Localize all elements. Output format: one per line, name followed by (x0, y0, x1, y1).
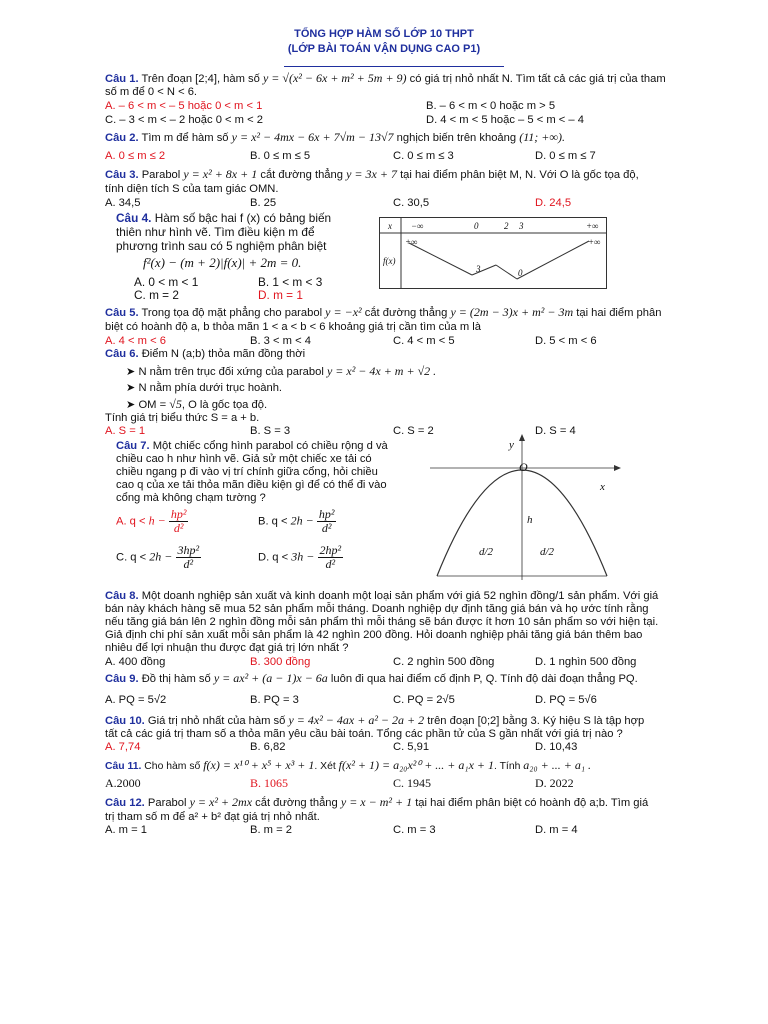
denominator: d² (321, 521, 332, 535)
arrow-bullet-icon: ➤ (126, 399, 136, 411)
numerator: hp² (170, 507, 187, 521)
page-subtitle: (LỚP BÀI TOÁN VẬN DỤNG CAO P1) (287, 43, 481, 55)
option-d (258, 544, 343, 571)
question-text: . Tính (494, 761, 521, 772)
formula: y = x² + 2mx (189, 795, 253, 809)
option-label: A. q < (116, 515, 146, 528)
formula: f²(x) − (m + 2)|f(x)| + 2m = 0. (143, 255, 302, 270)
table-x-value: −∞ (411, 221, 424, 231)
question-text: Trong tọa độ mặt phẳng cho parabol (141, 307, 323, 319)
y-axis-arrow-icon (519, 434, 525, 441)
formula: f(x² + 1) = a₂₀x²⁰ + ... + a₁x + 1 (338, 758, 494, 772)
option-a: A. S = 1 (105, 425, 146, 437)
option-a: A. 4 < m < 6 (105, 335, 166, 347)
option-c: C. m = 2 (134, 288, 179, 302)
half-width-label: d/2 (540, 546, 555, 558)
question-text: Parabol (141, 169, 181, 181)
question-7-line-5: cổng mà không chạm tường ? (116, 492, 266, 504)
formula: y = ax² + (a − 1)x − 6a (213, 671, 328, 685)
question-7-line-4: cao q của xe tải thỏa mãn điều kiện gì để có thể đi vào (116, 479, 387, 491)
table-x-value: 2 (504, 221, 509, 231)
option-b: B. 0 ≤ m ≤ 5 (250, 150, 311, 162)
option-a: A. 0 < m < 1 (134, 275, 199, 289)
question-text: luôn đi qua hai điểm cố định P, Q. Tính độ dài đoạn thẳng PQ. (330, 673, 638, 685)
question-8-line-5: nhiêu để lợi nhuận thu được đạt giá trị lớn nhất ? (105, 642, 349, 654)
fraction (176, 544, 202, 571)
option-b: B. 3 < m < 4 (250, 335, 311, 347)
option-a: A. – 6 < m < – 5 hoặc 0 < m < 1 (105, 100, 263, 112)
option-b: B. m = 2 (250, 824, 292, 836)
denominator: d² (183, 557, 194, 571)
option-c: C. S = 2 (393, 425, 434, 437)
option-b: B. PQ = 3 (250, 694, 299, 706)
formula: 2h − (290, 513, 314, 528)
title-divider (284, 66, 504, 67)
table-value: +∞ (405, 237, 418, 247)
formula: (11; +∞). (519, 130, 565, 144)
option-b: B. 1 < m < 3 (258, 275, 323, 289)
question-9 (105, 672, 638, 686)
bullet-item (126, 364, 436, 379)
question-label: Câu 8. (105, 590, 139, 602)
question-4-line-3: phương trình sau có 5 nghiệm phân biệt (116, 239, 327, 253)
option-a: A. 0 ≤ m ≤ 2 (105, 150, 166, 162)
option-d: D. m = 1 (258, 288, 303, 302)
half-width-label: d/2 (479, 546, 494, 558)
question-8-line-3: nếu tăng giá bán lên 2 nghìn đồng mỗi sản phẩm thì mỗi tháng sẽ bán được ít hơn 10 sản phẩm so với hiện tại. (105, 616, 659, 628)
numerator: 2hp² (319, 543, 342, 557)
option-label: B. q < (258, 515, 288, 528)
option-a: A. m = 1 (105, 824, 147, 836)
option-c: C. 5,91 (393, 741, 430, 753)
option-d: D. S = 4 (535, 425, 576, 437)
question-label: Câu 6. (105, 348, 139, 360)
question-11 (105, 759, 591, 773)
table-x-value: 3 (519, 221, 524, 231)
question-text: cắt đường thẳng (260, 169, 343, 181)
x-label: x (600, 481, 605, 493)
question-3 (105, 168, 639, 182)
question-text: . Xét (314, 761, 336, 772)
formula: y = x² + 8x + 1 (183, 167, 258, 181)
x-axis-arrow-icon (614, 465, 621, 471)
question-text: Điểm N (a;b) thỏa mãn đồng thời (141, 348, 306, 360)
formula: y = 4x² − 4ax + a² − 2a + 2 (288, 713, 425, 727)
question-5 (105, 306, 661, 320)
option-a: A. 7,74 (105, 741, 141, 753)
height-label: h (527, 514, 533, 526)
option-c: C. 30,5 (393, 197, 430, 209)
question-label: Câu 12. (105, 797, 145, 809)
option-d: D. 5 < m < 6 (535, 335, 597, 347)
question-1-line-2: số m để 0 < N < 6. (105, 86, 198, 98)
bullet-item (126, 381, 282, 394)
question-text: Cho hàm số (144, 761, 201, 772)
table-x-value: 0 (474, 221, 479, 231)
question-text: cắt đường thẳng (255, 797, 338, 809)
option-d: D. 1 nghìn 500 đồng (535, 656, 637, 668)
fraction (317, 508, 337, 535)
formula: 2h − (149, 549, 173, 564)
question-1 (105, 72, 666, 86)
table-x-value: +∞ (586, 221, 599, 231)
arrow-bullet-icon: ➤ (126, 366, 136, 378)
question-text: Parabol (147, 797, 187, 809)
option-b (258, 508, 336, 535)
option-c: C. 4 < m < 5 (393, 335, 455, 347)
option-d: D. m = 4 (535, 824, 578, 836)
option-d: D. 4 < m < 5 hoặc – 5 < m < – 4 (426, 114, 584, 126)
question-text: tại hai điểm phân (576, 307, 662, 319)
question-label: Câu 3. (105, 169, 139, 181)
option-c: C. PQ = 2√5 (393, 694, 455, 706)
formula: y = √(x² − 6x + m² + 5m + 9) (262, 71, 407, 85)
option-d: D. 0 ≤ m ≤ 7 (535, 150, 596, 162)
question-text: tại hai điểm phân biệt có hoành độ a;b. Tìm giá (415, 797, 649, 809)
fraction (318, 544, 344, 571)
option-d: D. 2022 (535, 776, 574, 790)
option-b: B. 25 (250, 197, 277, 209)
option-a: A.2000 (105, 776, 141, 790)
question-6 (105, 348, 305, 361)
table-value: 3 (476, 264, 481, 274)
option-c: C. – 3 < m < – 2 hoặc 0 < m < 2 (105, 114, 263, 126)
formula: a₂₀ + ... + a₁ . (523, 758, 591, 772)
numerator: hp² (318, 507, 335, 521)
question-6-line-2: Tính giá trị biểu thức S = a + b. (105, 412, 260, 424)
question-label: Câu 2. (105, 132, 139, 144)
question-label: Câu 11. (105, 761, 142, 772)
numerator: 3hp² (177, 543, 200, 557)
option-label: C. q < (116, 551, 147, 564)
question-text: Tìm m để hàm số (141, 132, 229, 144)
question-text: Một chiếc cổng hình parabol có chiều rộng d và (152, 440, 388, 452)
formula: y = 3x + 7 (346, 167, 397, 181)
bullet-text: N nằm trên trục đối xứng của parabol (138, 366, 324, 378)
formula: y = −x² (325, 305, 362, 319)
option-a: A. 34,5 (105, 197, 141, 209)
question-7 (116, 440, 388, 453)
question-label: Câu 4. (116, 211, 152, 225)
question-12 (105, 796, 648, 810)
option-c: C. 2 nghìn 500 đồng (393, 656, 495, 668)
question-7-line-3: chiều ngang p đi vào vị trí chính giữa cổng, hỏi chiều (116, 466, 378, 478)
option-b: B. S = 3 (250, 425, 291, 437)
question-10-line-2: tất cả các giá trị tham số a thỏa mãn yêu cầu bài toán. Tổng các phần tử của S gần nhất với giá trị nào ? (105, 728, 623, 740)
y-label: y (509, 439, 514, 451)
arrow-down-mid (496, 265, 517, 279)
question-4 (116, 212, 331, 225)
origin-label: O (519, 460, 528, 474)
formula: h − (148, 513, 166, 528)
table-x-label: x (388, 221, 392, 231)
question-text: Giá trị nhỏ nhất của hàm số (147, 715, 286, 727)
option-c: C. m = 3 (393, 824, 436, 836)
question-label: Câu 7. (116, 440, 150, 452)
question-text: tại hai điểm phân biệt M, N. Với O là gốc tọa độ, (400, 169, 639, 181)
arrow-down-left (409, 243, 472, 275)
question-label: Câu 1. (105, 73, 139, 85)
table-value: 0 (518, 268, 523, 278)
fraction (169, 508, 189, 535)
question-text: Đồ thị hàm số (141, 673, 211, 685)
option-c (116, 544, 201, 571)
formula: y = x² − 4mx − 6x + 7√m − 13√7 (231, 130, 394, 144)
question-5-line-2: biệt có hoành độ a, b thỏa mãn 1 < a < b < 6 khoảng giá trị cần tìm của m là (105, 321, 481, 333)
question-4-line-2: thiên như hình vẽ. Tìm điều kiện m để (116, 225, 315, 239)
bullet-text: OM = (138, 399, 167, 411)
question-text: Hàm số bậc hai f (x) có bảng biến (154, 211, 332, 225)
option-a: A. PQ = 5√2 (105, 694, 167, 706)
formula: √5 (169, 397, 182, 411)
question-label: Câu 9. (105, 673, 139, 685)
question-label: Câu 10. (105, 715, 145, 727)
arrow-bullet-icon: ➤ (126, 382, 136, 394)
question-text: nghịch biến trên khoảng (396, 132, 517, 144)
formula: y = x² − 4x + m + √2 . (326, 364, 437, 378)
bullet-item (126, 397, 267, 412)
option-a (116, 508, 188, 535)
question-8-line-4: Giả định chi phí sản xuất mỗi sản phẩm là 42 nghìn 200 đồng. Hỏi doanh nghiệp phải tăng giá bán thêm bao (105, 629, 643, 641)
option-d: D. PQ = 5√6 (535, 694, 597, 706)
table-value: +∞ (588, 237, 601, 247)
arrow-up-right (517, 241, 589, 279)
question-12-line-2: trị tham số m để a² + b² đạt giá trị nhỏ nhất. (105, 811, 320, 823)
question-text: cắt đường thẳng (364, 307, 448, 319)
option-label: D. q < (258, 551, 289, 564)
question-8 (105, 590, 658, 603)
table-fx-label: f(x) (383, 256, 396, 266)
option-b: B. 6,82 (250, 741, 286, 753)
bullet-text: N nằm phía dưới trục hoành. (138, 382, 283, 394)
denominator: d² (173, 521, 184, 535)
question-label: Câu 5. (105, 307, 139, 319)
formula: 3h − (291, 549, 315, 564)
question-10 (105, 714, 644, 728)
option-b: B. – 6 < m < 0 hoặc m > 5 (426, 100, 556, 112)
question-text: Trên đoạn [2;4], hàm số (141, 73, 260, 85)
option-c: C. 1945 (393, 776, 432, 790)
parabola-gate-figure (425, 432, 625, 582)
formula: f(x) = x¹⁰ + x⁵ + x³ + 1 (203, 758, 315, 772)
page-title: TỔNG HỢP HÀM SỐ LỚP 10 THPT (294, 28, 474, 40)
question-text: Một doanh nghiệp sản xuất và kinh doanh một loại sản phẩm với giá 52 nghìn đồng/1 sản phẩm. Với giá (141, 590, 659, 602)
formula: y = x − m² + 1 (340, 795, 413, 809)
option-b: B. 1065 (250, 776, 289, 790)
question-2 (105, 131, 565, 145)
question-7-line-2: chiều cao h như hình vẽ. Giả sử một chiếc xe tải có (116, 453, 372, 465)
denominator: d² (325, 557, 336, 571)
option-a: A. 400 đồng (105, 656, 166, 668)
option-d: D. 10,43 (535, 741, 578, 753)
option-b: B. 300 đồng (250, 656, 311, 668)
question-8-line-2: bán này khách hàng sẽ mua 52 sản phẩm mỗi tháng. Doanh nghiệp dự định tăng giá bán và họ ước tính rằng (105, 603, 649, 615)
bullet-text: , O là gốc tọa độ. (181, 399, 268, 411)
option-d: D. 24,5 (535, 197, 572, 209)
formula: y = (2m − 3)x + m² − 3m (450, 305, 574, 319)
question-3-line-2: tính diện tích S của tam giác OMN. (105, 183, 279, 195)
question-text: trên đoạn [0;2] bằng 3. Ký hiệu S là tập hợp (427, 715, 645, 727)
question-text: có giá trị nhỏ nhất N. Tìm tất cả các giá trị của tham (409, 73, 666, 85)
option-c: C. 0 ≤ m ≤ 3 (393, 150, 454, 162)
